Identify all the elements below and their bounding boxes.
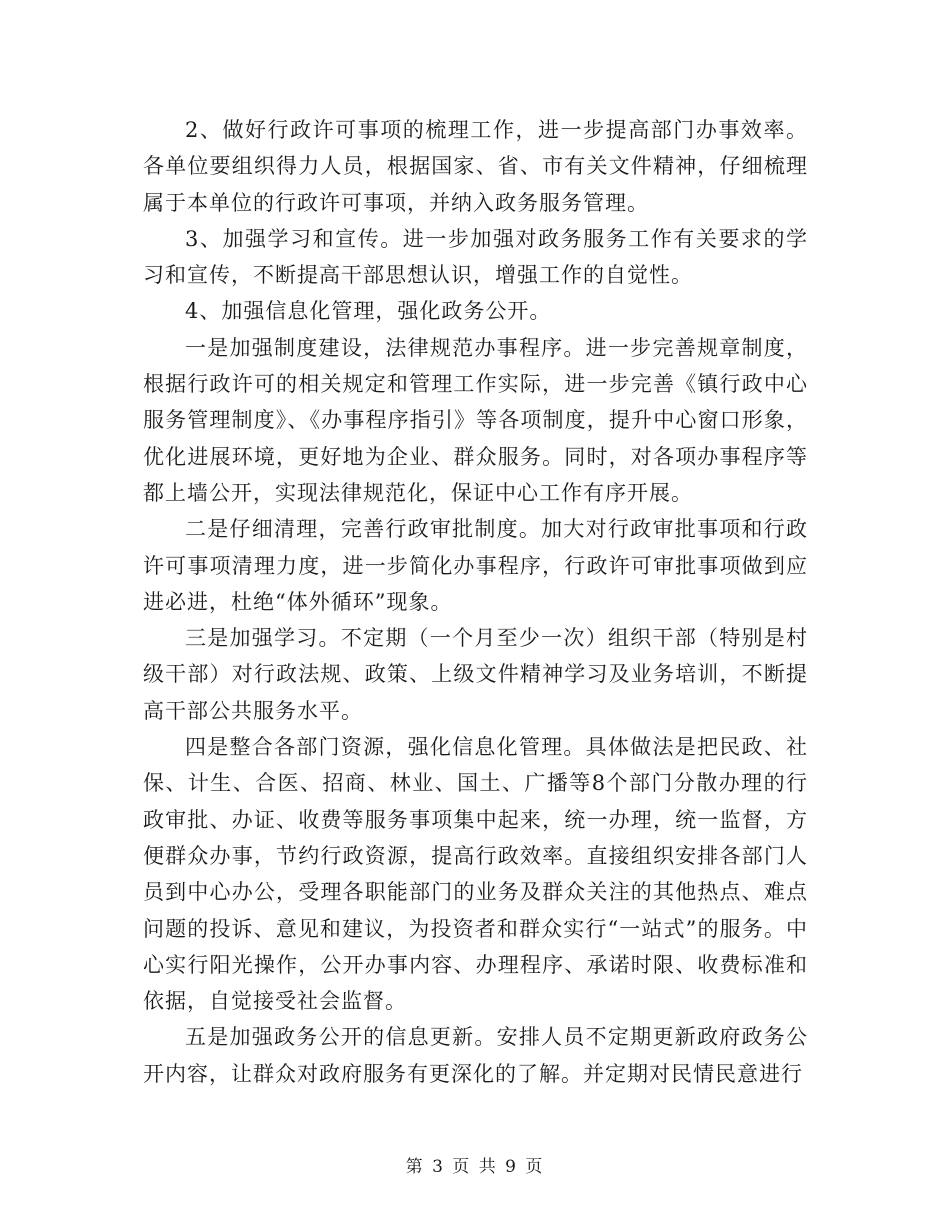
paragraph-second-point: 二是仔细清理，完善行政审批制度。加大对行政审批事项和行政许可事项清理力度，进一步简化办事程序，行政许可审批事项做到应进必进，杜绝“体外循环”现象。 xyxy=(143,517,808,614)
page-number-footer: 第 3 页 共 9 页 xyxy=(405,1157,545,1177)
paragraph-item-4: 4、加强信息化管理，强化政务公开。 xyxy=(185,299,552,324)
paragraph-fourth-point: 四是整合各部门资源，强化信息化管理。具体做法是把民政、社保、计生、合医、招商、林业、国土、广播等8个部门分散办理的行政审批、办证、收费等服务事项集中起来，统一办理，统一监督，方便群众办事，节约行政资源，提高行政效率。直接组织安排各部门人员到中心办公，受理各职能部门的业务及群众关注的其他热点、难点问题的投诉、意见和建议，为投资者和群众实行“一站式”的服务。中心实行阳光操作，公开办事内容、办理程序、承诺时限、收费标准和依据，自觉接受社会监督。 xyxy=(143,735,808,1014)
paragraph-item-3: 3、加强学习和宣传。进一步加强对政务服务工作有关要求的学习和宣传，不断提高干部思想认识，增强工作的自觉性。 xyxy=(143,226,808,288)
paragraph-fifth-point: 五是加强政务公开的信息更新。安排人员不定期更新政府政务公开内容，让群众对政府服务有更深化的了解。并定期对民情民意进行 xyxy=(143,1025,808,1086)
paragraph-third-point: 三是加强学习。不定期（一个月至少一次）组织干部（特别是村级干部）对行政法规、政策、上级文件精神学习及业务培训，不断提高干部公共服务水平。 xyxy=(143,626,808,723)
document-body xyxy=(143,112,808,1092)
paragraph-first-point: 一是加强制度建设，法律规范办事程序。进一步完善规章制度，根据行政许可的相关规定和管理工作实际，进一步完善《镇行政中心服务管理制度》、《办事程序指引》等各项制度，提升中心窗口形象，优化进展环境，更好地为企业、群众服务。同时，对各项办事程序等都上墙公开，实现法律规范化，保证中心工作有序开展。 xyxy=(143,335,808,505)
paragraph-item-2: 2、做好行政许可事项的梳理工作，进一步提高部门办事效率。各单位要组织得力人员，根据国家、省、市有关文件精神，仔细梳理属于本单位的行政许可事项，并纳入政务服务管理。 xyxy=(143,118,808,215)
